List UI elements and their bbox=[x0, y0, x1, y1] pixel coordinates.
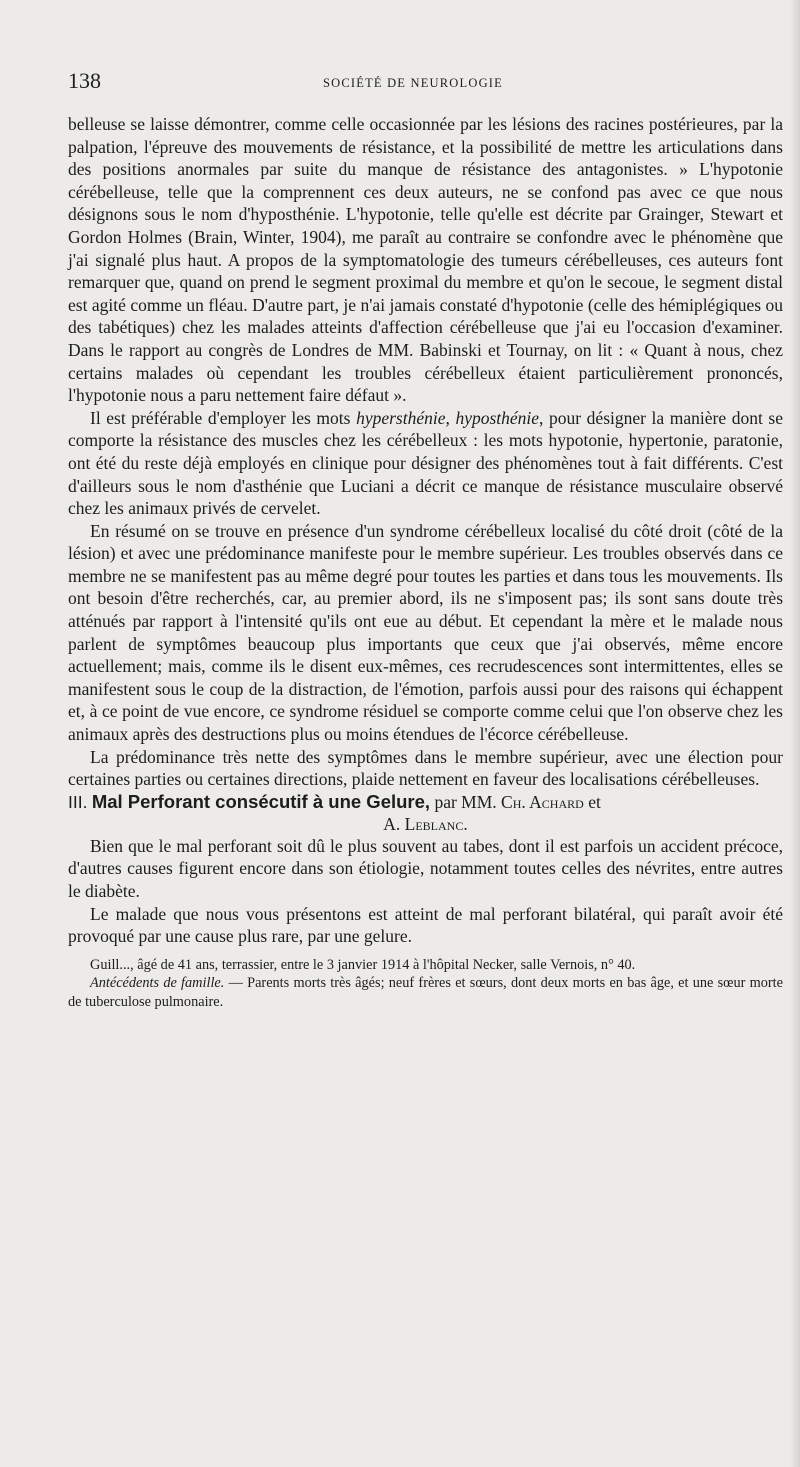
paragraph-3: En résumé on se trouve en présence d'un syndrome cérébelleux localisé du côté droit (côté de la lésion) et avec une prédominance manifeste pour le membre supérieur. Les troubles observés dans ce membre ne se manifestent pas au même degré pour toutes les parties et dans tous les mouvements. Ils ont besoin d'être recherchés, car, au premier abord, ils ne s'imposent pas; ils sont sans doute très atténués par rapport à l'intensité qu'ils ont eue au début. Et cependant la mère et le malade nous parlent de symptômes beaucoup plus importants que ceux que j'ai observés, même encore actuellement; mais, comme ils le disent eux-mêmes, ces recrudescences sont intermittentes, elles se manifestent sous le coup de la distraction, de l'émotion, parfois aussi pour des raisons qui échappent et, à ce point de vue encore, ce syndrome résiduel se comporte comme celui que l'on observe chez les animaux après des destructions plus ou moins étendues de l'écorce cérébelleuse. bbox=[68, 520, 783, 745]
section-heading bbox=[68, 791, 783, 835]
paragraph-2-end: , pour désigner la manière dont se comporte la résistance des muscles chez les cérébelleux : les mots hypotonie, hypertonie, paratonie, ont été du reste déjà employés en clinique pour désigner des phénomènes tout à fait différents. C'est d'ailleurs sous le nom d'asthénie que Luciani a décrit ce manque de résistance musculaire observé chez les animaux privés de cervelet. bbox=[68, 407, 783, 519]
authors-line bbox=[68, 813, 783, 835]
section-numeral: III. bbox=[68, 791, 88, 812]
page-edge-shadow bbox=[790, 0, 800, 1467]
family-history-label: Antécédents de famille. bbox=[90, 975, 225, 992]
family-history-text: — Parents morts très âgés; neuf frères et sœurs, dont deux morts en bas âge, et une sœur morte de tuberculose pulmonaire. bbox=[68, 975, 784, 1010]
paragraph-2-start: Il est préférable d'employer les mots bbox=[90, 407, 357, 428]
case-note-1: Guill..., âgé de 41 ans, terrassier, entre le 3 janvier 1914 à l'hôpital Necker, salle Vernois, n° 40. bbox=[90, 956, 636, 973]
author-2: A. Leblanc. bbox=[383, 813, 468, 834]
author-1: Ch. Achard bbox=[501, 791, 584, 812]
running-head: SOCIÉTÉ DE NEUROLOGIE bbox=[322, 76, 504, 90]
page-number: 138 bbox=[68, 68, 101, 93]
paragraph-2 bbox=[68, 407, 783, 520]
term-hyposthenie: hyposthénie bbox=[455, 407, 540, 428]
section-paragraph-1: Bien que le mal perforant soit dû le plus souvent au tabes, dont il est parfois un accident précoce, d'autres causes figurent encore dans son étiologie, notamment toutes celles des névrites, entre autres le diabète. bbox=[68, 835, 783, 901]
term-hypersthenie: hypersthénie bbox=[356, 407, 446, 428]
case-note-2 bbox=[68, 974, 783, 1011]
body-text bbox=[68, 113, 783, 1011]
section-title: Mal Perforant consécutif à une Gelure, bbox=[91, 790, 431, 812]
byline-prefix: par MM. bbox=[434, 791, 497, 812]
paragraph-1: belleuse se laisse démontrer, comme celle occasionnée par les lésions des racines postérieures, par la palpation, l'épreuve des mouvements de résistance, et la possibilité de mettre les articulations dans des positions anormales par suite du manque de résistance des antagonistes. » L'hypotonie cérébelleuse, telle que la comprennent ces deux auteurs, ne se confond pas avec ce que nous désignons sous le nom d'hyposthénie. L'hypotonie, telle qu'elle est décrite par Grainger, Stewart et Gordon Holmes (Brain, Winter, 1904), me paraît au contraire se confondre avec le phénomène que j'ai signalé plus haut. A propos de la symptomatologie des tumeurs cérébelleuses, ces auteurs font remarquer que, quand on prend le segment proximal du membre et qu'on le secoue, le segment distal est agité comme un fléau. D'autre part, je n'ai jamais constaté d'hypotonie (celle des hémiplégiques ou des tabétiques) chez les malades atteints d'affection cérébelleuse que j'ai eu l'occasion d'examiner. Dans le rapport au congrès de Londres de MM. Babinski et Tournay, on lit : « Quant à nous, chez certains malades où cependant les troubles cérébelleux étaient particulièrement prononcés, l'hypotonie nous a paru nettement faire défaut ». bbox=[68, 114, 783, 406]
byline-conjunction: et bbox=[588, 791, 601, 812]
page-header bbox=[68, 68, 758, 102]
section-paragraph-2: Le malade que nous vous présentons est atteint de mal perforant bilatéral, qui paraît avoir été provoqué par une cause plus rare, par une gelure. bbox=[68, 903, 783, 947]
term-separator: , bbox=[445, 407, 456, 428]
paragraph-4: La prédominance très nette des symptômes dans le membre supérieur, avec une élection pour certaines parties ou certaines directions, plaide nettement en faveur des localisations cérébelleuses. bbox=[68, 746, 783, 790]
